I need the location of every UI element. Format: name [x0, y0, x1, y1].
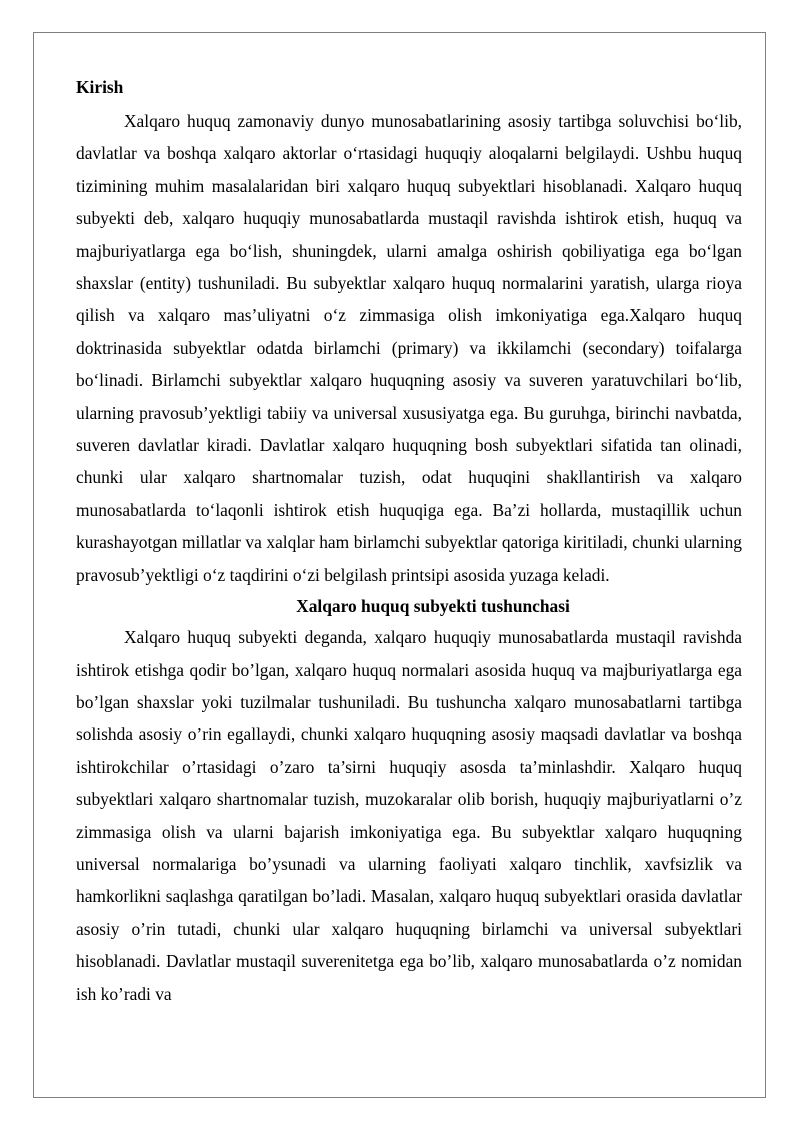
- section-heading: Xalqaro huquq subyekti tushunchasi: [296, 596, 570, 617]
- section-paragraph: Xalqaro huquq subyekti deganda, xalqaro huquqiy munosabatlarda mustaqil ravishda ishtirok etishga qodir bo’lgan, xalqaro huquq normalari asosida huquq va majburiyatlarga ega bo’lgan shaxslar yoki tuzilmalar tushuniladi. Bu tushuncha xalqaro munosabatlarni tartibga solishda asosiy o’rin egallaydi, chunki xalqaro huquqning asosiy maqsadi davlatlar va boshqa ishtirokchilar o’rtasidagi o’zaro ta’sirni huquqiy asosda ta’minlashdir. Xalqaro huquq subyektlari xalqaro shartnomalar tuzish, muzokaralar olib borish, huquqiy majburiyatlarni o’z zimmasiga olish va ularni bajarish imkoniyatiga ega. Bu subyektlar xalqaro huquqning universal normalariga bo’ysunadi va ularning faoliyati xalqaro tinchlik, xavfsizlik va hamkorlikni saqlashga qaratilgan bo’ladi. Masalan, xalqaro huquq subyektlari orasida davlatlar asosiy o’rin tutadi, chunki ular xalqaro huquqning birlamchi va universal subyektlari hisoblanadi. Davlatlar mustaqil suverenitetga ega bo’lib, xalqaro munosabatlarda o’z nomidan ish ko’radi va: [76, 627, 742, 1004]
- document-heading: Kirish: [76, 77, 124, 97]
- document-body: [76, 71, 742, 1010]
- intro-paragraph: Xalqaro huquq zamonaviy dunyo munosabatlarining asosiy tartibga soluvchisi bo‘lib, davlatlar va boshqa xalqaro aktorlar o‘rtasidagi huquqiy aloqalarni belgilaydi. Ushbu huquq tizimining muhim masalalaridan biri xalqaro huquq subyektlari hisoblanadi. Xalqaro huquq subyekti deb, xalqaro huquqiy munosabatlarda mustaqil ravishda ishtirok etish, huquq va majburiyatlarga ega bo‘lish, shuningdek, ularni amalga oshirish qobiliyatiga ega bo‘lgan shaxslar (entity) tushuniladi. Bu subyektlar xalqaro huquq normalarini yaratish, ularga rioya qilish va xalqaro mas’uliyatni o‘z zimmasiga olish imkoniyatiga ega.Xalqaro huquq doktrinasida subyektlar odatda birlamchi (primary) va ikkilamchi (secondary) toifalarga bo‘linadi. Birlamchi subyektlar xalqaro huquqning asosiy va suveren yaratuvchilari bo‘lib, ularning pravosub’yektligi tabiiy va universal xususiyatga ega. Bu guruhga, birinchi navbatda, suveren davlatlar kiradi. Davlatlar xalqaro huquqning bosh subyektlari sifatida tan olinadi, chunki ular xalqaro shartnomalar tuzish, odat huquqini shakllantirish va xalqaro munosabatlarda to‘laqonli ishtirok etish huquqiga ega. Ba’zi hollarda, mustaqillik uchun kurashayotgan millatlar va xalqlar ham birlamchi subyektlar qatoriga kiritiladi, chunki ularning pravosub’yektligi o‘z taqdirini o‘zi belgilash printsipi asosida yuzaga keladi.: [76, 111, 742, 585]
